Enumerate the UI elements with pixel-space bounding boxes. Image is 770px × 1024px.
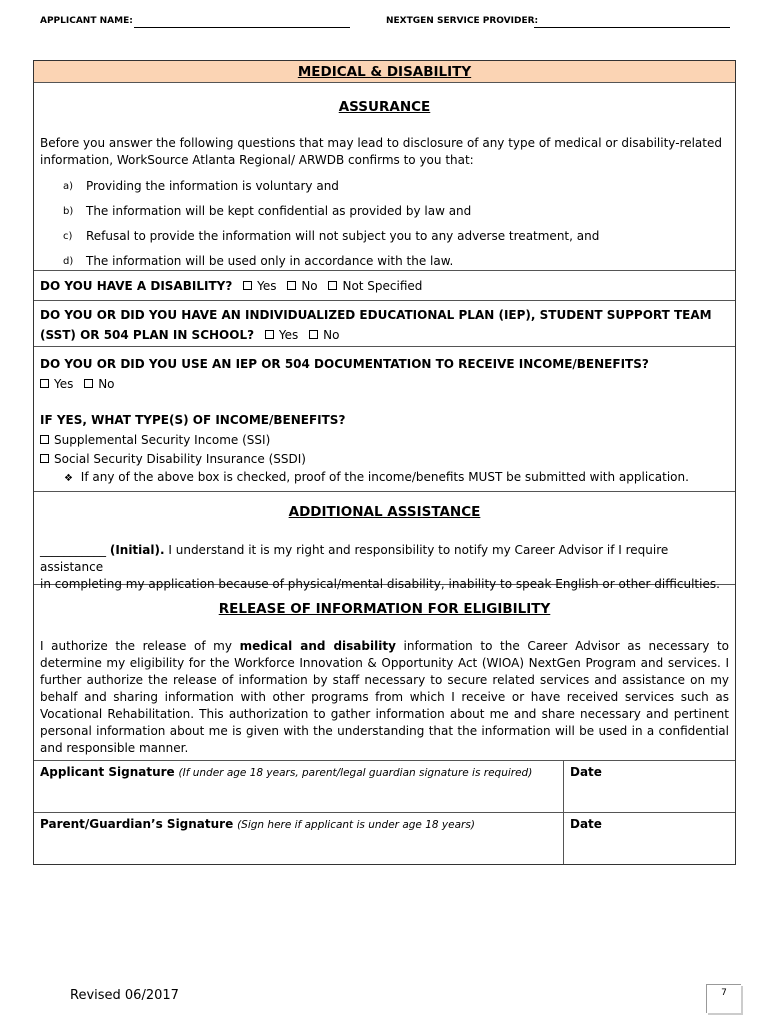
iep-question-row <box>34 301 735 347</box>
release-text <box>34 638 735 757</box>
disability-yes-checkbox[interactable] <box>243 281 252 290</box>
income-yes-checkbox[interactable] <box>40 379 49 388</box>
income-question: DO YOU OR DID YOU USE AN IEP OR 504 DOCUMENTATION TO RECEIVE INCOME/BENEFITS? <box>40 357 649 371</box>
assurance-section <box>34 83 735 271</box>
list-item <box>34 203 735 228</box>
initial-field[interactable]: ___________ <box>40 543 106 557</box>
list-item-text: Refusal to provide the information will not subject you to any adverse treatment, and <box>86 229 600 243</box>
guardian-signature-row <box>34 813 735 864</box>
disability-yes-label: Yes <box>257 279 277 293</box>
release-title: RELEASE OF INFORMATION FOR ELIGIBILITY <box>218 601 551 617</box>
release-text-pre: I authorize the release of my <box>40 639 232 653</box>
applicant-signature-note: (If under age 18 years, parent/legal guardian signature is required) <box>178 767 533 779</box>
section-title-band <box>34 61 735 83</box>
ssdi-label: Social Security Disability Insurance (SSDI) <box>54 452 306 466</box>
disability-not-specified-checkbox[interactable] <box>328 281 337 290</box>
list-item-text: The information will be used only in accordance with the law. <box>86 254 454 268</box>
disability-question: DO YOU HAVE A DISABILITY? <box>40 279 233 293</box>
iep-yes-checkbox[interactable] <box>265 330 274 339</box>
iep-yes-label: Yes <box>278 328 299 342</box>
iep-question-line2: (SST) OR 504 PLAN IN SCHOOL? <box>40 328 255 342</box>
iep-no-checkbox[interactable] <box>309 330 318 339</box>
applicant-signature-field[interactable] <box>34 761 564 812</box>
assurance-list <box>34 178 735 278</box>
additional-text-line1: I understand it is my right and responsibility to notify my Career Advisor if I require assistance <box>40 543 669 574</box>
income-types-question: IF YES, WHAT TYPE(S) OF INCOME/BENEFITS? <box>40 413 346 427</box>
iep-no-label: No <box>323 328 340 342</box>
list-marker: b) <box>63 206 74 217</box>
applicant-name-label: APPLICANT NAME: <box>40 16 133 26</box>
page-header <box>40 14 730 32</box>
initial-label: (Initial). <box>109 543 165 557</box>
page-number: 7 <box>706 984 741 1013</box>
guardian-signature-label: Parent/Guardian’s Signature <box>40 817 234 831</box>
provider-label: NEXTGEN SERVICE PROVIDER: <box>386 16 539 26</box>
ssi-label: Supplemental Security Income (SSI) <box>54 433 271 447</box>
assurance-title: ASSURANCE <box>338 99 431 115</box>
additional-assistance-title: ADDITIONAL ASSISTANCE <box>288 504 481 520</box>
release-section <box>34 585 735 761</box>
medical-disability-form <box>33 60 736 865</box>
list-marker: c) <box>63 231 73 242</box>
ssdi-checkbox[interactable] <box>40 454 49 463</box>
date-label: Date <box>570 765 602 779</box>
guardian-date-field[interactable] <box>564 813 735 864</box>
additional-text-line2: in completing my application because of physical/mental disability, inability to speak English or other difficulties. <box>40 577 720 591</box>
list-item <box>34 178 735 203</box>
income-question-row <box>34 347 735 492</box>
disability-no-checkbox[interactable] <box>287 281 296 290</box>
income-no-label: No <box>98 377 115 391</box>
list-marker: a) <box>63 181 74 192</box>
disability-question-row <box>34 271 735 301</box>
applicant-name-field[interactable] <box>134 27 350 28</box>
disability-not-specified-label: Not Specified <box>342 279 423 293</box>
provider-field[interactable] <box>534 27 730 28</box>
revised-date: Revised 06/2017 <box>70 988 179 1003</box>
guardian-signature-field[interactable] <box>34 813 564 864</box>
ssi-checkbox[interactable] <box>40 435 49 444</box>
list-item-text: The information will be kept confidential as provided by law and <box>86 204 472 218</box>
applicant-signature-label: Applicant Signature <box>40 765 175 779</box>
diamond-bullet-icon: ❖ <box>64 473 73 484</box>
income-no-checkbox[interactable] <box>84 379 93 388</box>
section-title: MEDICAL & DISABILITY <box>297 64 472 80</box>
release-text-bold: medical and disability <box>239 639 396 653</box>
disability-no-label: No <box>301 279 318 293</box>
list-item-text: Providing the information is voluntary and <box>86 179 339 193</box>
additional-assistance-section <box>34 492 735 591</box>
applicant-date-field[interactable] <box>564 761 735 812</box>
assurance-intro: Before you answer the following questions that may lead to disclosure of any type of medical or disability-related information, WorkSource Atlanta Regional/ ARWDB confirms to you that: <box>40 136 722 167</box>
release-text-post: information to the Career Advisor as necessary to determine my eligibility for the Workforce Innovation & Opportunity Act (WIOA) NextGen Program and services. I further authorize the release of information by staff necessary to secure related services and assistance on my behalf and sharing information with other programs from which I receive or have received services such as Vocational Rehabilitation. This authorization to gather information about me and share necessary and pertinent personal information about me is given with the understanding that the information will be used in a confidential and responsible manner. <box>40 639 730 755</box>
signatures-section <box>34 761 735 864</box>
list-item <box>34 228 735 253</box>
iep-question-line1: DO YOU OR DID YOU HAVE AN INDIVIDUALIZED EDUCATIONAL PLAN (IEP), STUDENT SUPPORT TEAM <box>40 308 712 322</box>
income-note: If any of the above box is checked, proof of the income/benefits MUST be submitted with application. <box>80 470 689 484</box>
date-label: Date <box>570 817 602 831</box>
income-yes-label: Yes <box>54 377 74 391</box>
applicant-signature-row <box>34 761 735 813</box>
guardian-signature-note: (Sign here if applicant is under age 18 years) <box>237 819 475 831</box>
list-marker: d) <box>63 256 74 267</box>
